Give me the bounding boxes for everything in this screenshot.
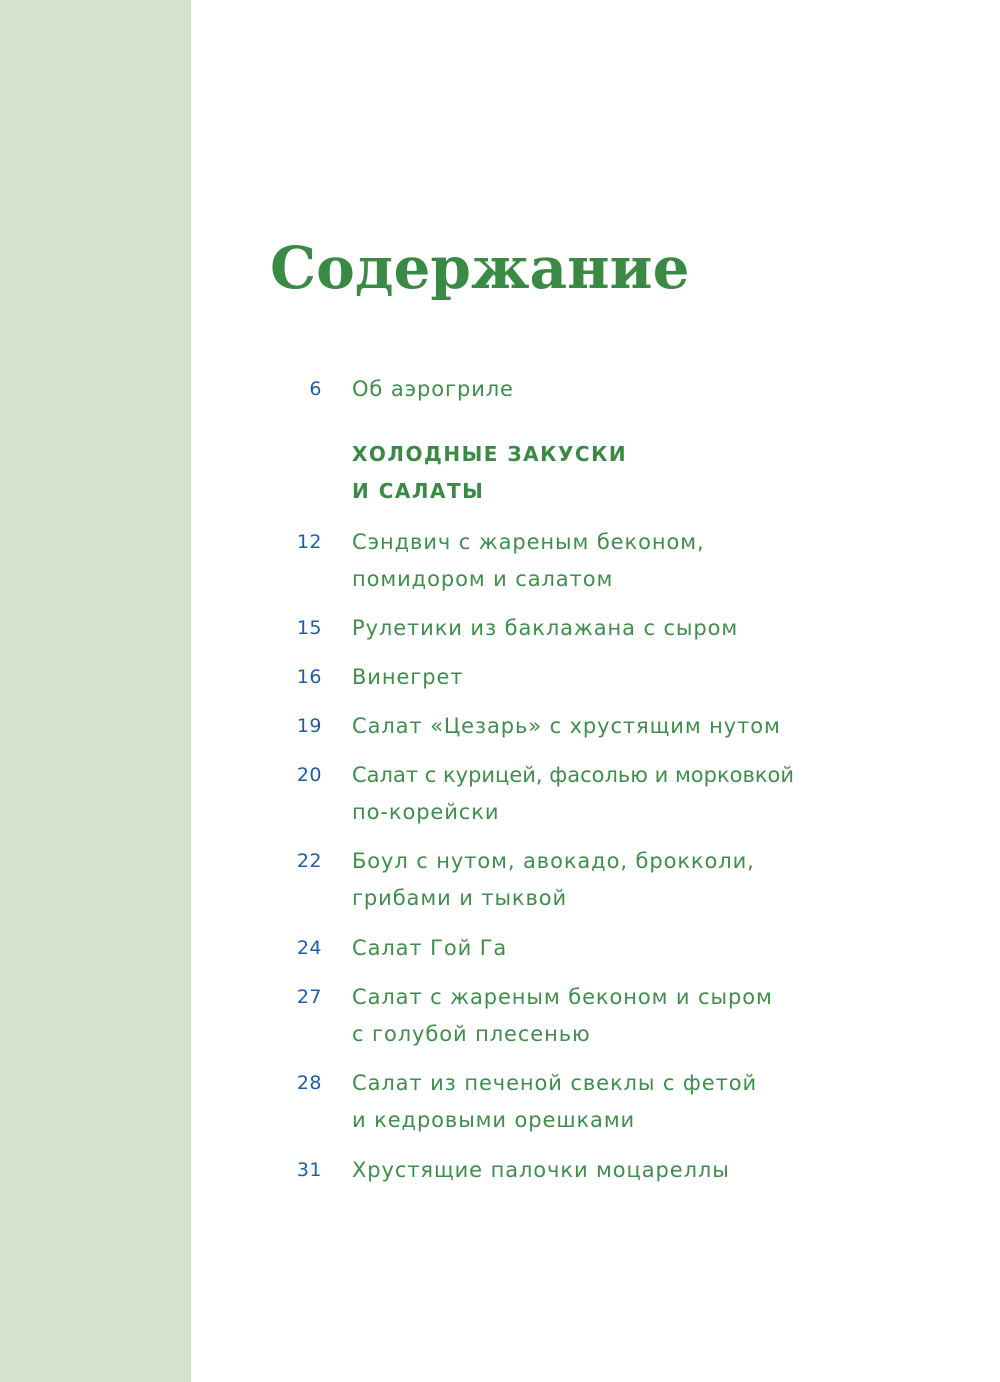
toc-page-number: 22 xyxy=(296,850,322,872)
toc-entry-title: Рулетики из баклажана с сыром xyxy=(352,616,739,640)
toc-page-number: 15 xyxy=(296,617,322,639)
toc-page-number: 19 xyxy=(296,715,322,737)
toc-page-number: 28 xyxy=(296,1072,322,1094)
toc-page-number: 31 xyxy=(296,1159,322,1181)
toc-page-number: 24 xyxy=(296,937,322,959)
section-heading: ХОЛОДНЫЕ ЗАКУСКИ И САЛАТЫ xyxy=(352,442,628,503)
toc-entry-title: Об аэрогриле xyxy=(352,377,514,401)
toc-entry-title: Сэндвич с жареным беконом, помидором и салатом xyxy=(352,530,705,591)
toc-page-number: 27 xyxy=(296,986,322,1008)
toc-entry-title: Салат Гой Га xyxy=(352,936,508,960)
toc-page-number: 20 xyxy=(296,764,322,786)
toc-entry-title: Салат «Цезарь» с хрустящим нутом xyxy=(352,714,781,738)
toc-page-number: 6 xyxy=(309,378,322,400)
toc-entry-title: Боул с нутом, авокадо, брокколи, грибами и тыквой xyxy=(352,849,755,910)
toc-entry-title: Винегрет xyxy=(352,665,464,689)
toc-entry-title: Хрустящие палочки моцареллы xyxy=(352,1158,730,1182)
toc-page-number: 12 xyxy=(296,531,322,553)
toc-entry-title: Салат из печеной свеклы с фетой и кедровыми орешками xyxy=(352,1071,758,1132)
toc-entry-title: Салат с жареным беконом и сыром с голубой плесенью xyxy=(352,985,773,1046)
toc-entry-title: Салат с курицей, фасолью и морковкой по-корейски xyxy=(352,763,795,824)
page-title: Содержание xyxy=(270,234,690,302)
toc-page-number: 16 xyxy=(296,666,322,688)
side-color-band xyxy=(0,0,191,1382)
